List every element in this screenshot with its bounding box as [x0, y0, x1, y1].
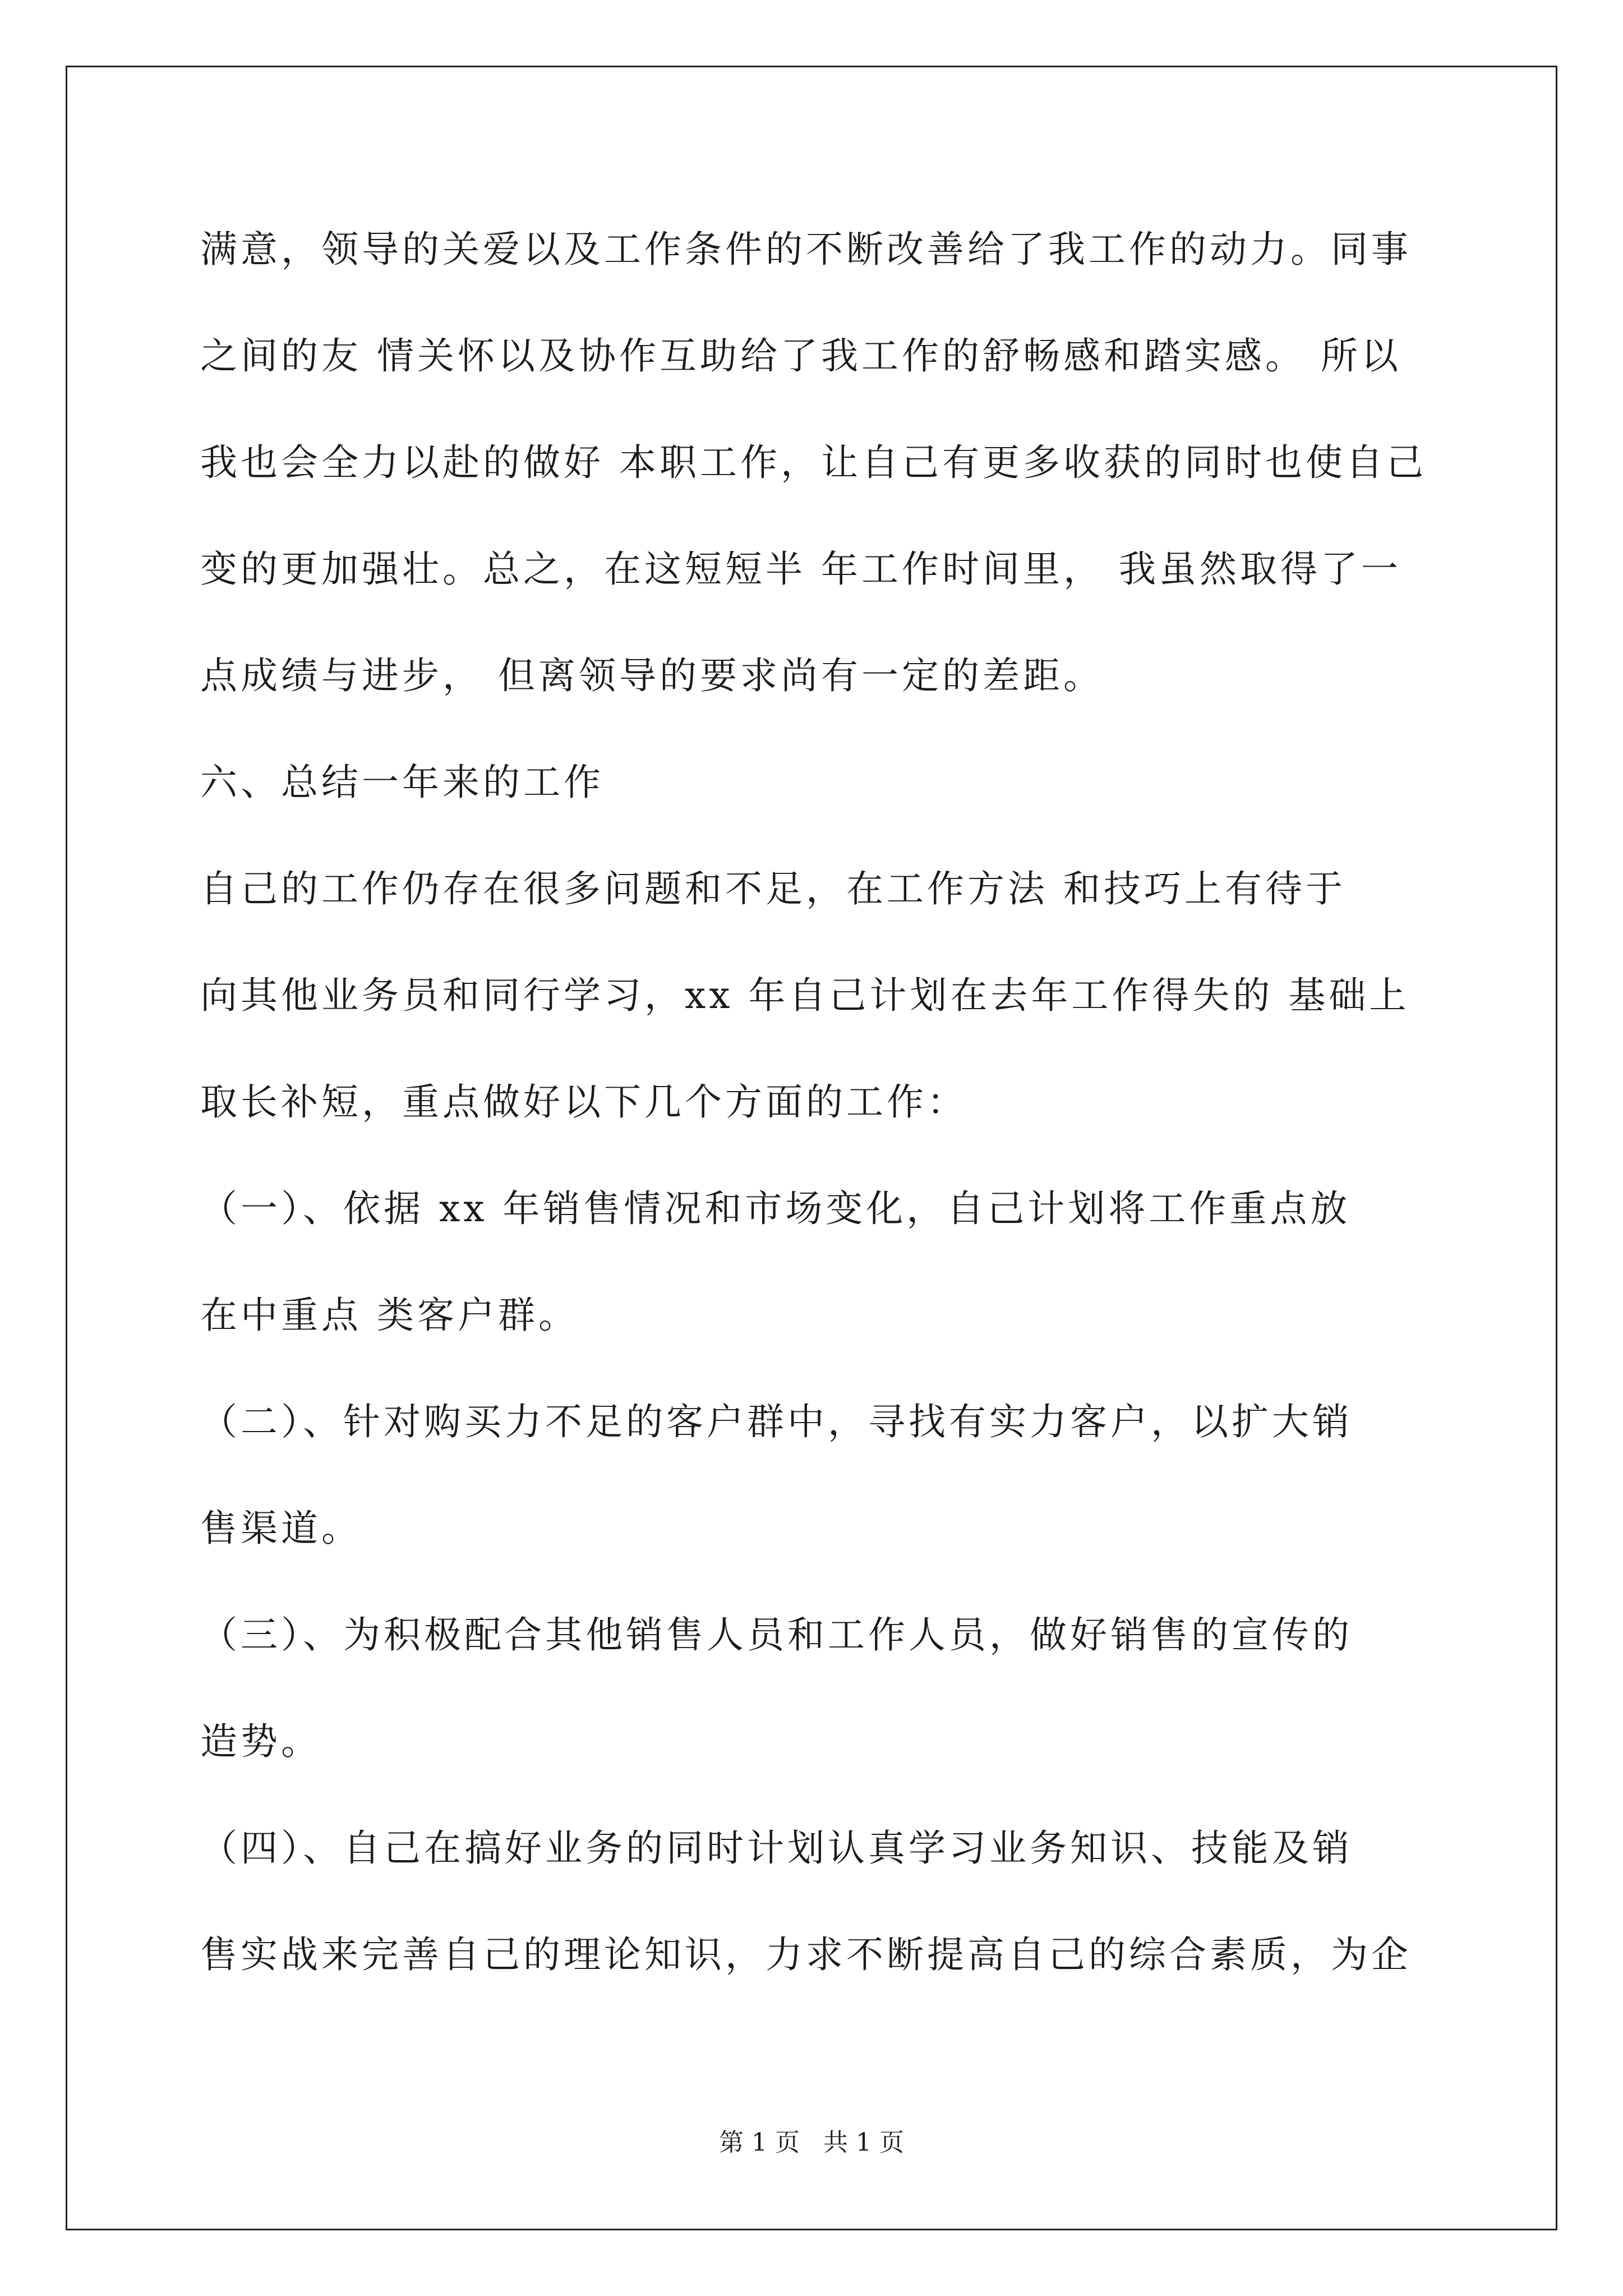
list-item-line: （四）、自己在搞好业务的同时计划认真学习业务知识、技能及销	[200, 1826, 1353, 1870]
paragraph-line: 向其他业务员和同行学习，xx 年自己计划在去年工作得失的 基础上	[200, 974, 1410, 1017]
paragraph-line: 满意，领导的关爱以及工作条件的不断改善给了我工作的动力。同事	[200, 228, 1412, 271]
paragraph-line: 点成绩与进步， 但离领导的要求尚有一定的差距。	[200, 654, 1104, 697]
paragraph-line: 自己的工作仍存在很多问题和不足，在工作方法 和技巧上有待于	[200, 867, 1346, 910]
list-item-line: （二）、针对购买力不足的客户群中，寻找有实力客户，以扩大销	[200, 1400, 1353, 1443]
paragraph-line: 变的更加强壮。总之，在这短短半 年工作时间里， 我虽然取得了一	[200, 547, 1401, 591]
list-item-line: 售实战来完善自己的理论知识，力求不断提高自己的综合素质，为企	[200, 1933, 1412, 1976]
list-item-line: （三）、为积极配合其他销售人员和工作人员，做好销售的宣传的	[200, 1613, 1353, 1657]
paragraph-line: 取长补短，重点做好以下几个方面的工作：	[200, 1080, 967, 1124]
list-item-line: （一）、依据 xx 年销售情况和市场变化，自己计划将工作重点放	[200, 1187, 1351, 1230]
list-item-line: 售渠道。	[200, 1507, 362, 1550]
section-heading: 六、总结一年来的工作	[200, 761, 604, 804]
page-number-footer: 第 1 页 共 1 页	[719, 2128, 904, 2157]
paragraph-line: 之间的友 情关怀以及协作互助给了我工作的舒畅感和踏实感。 所以	[200, 334, 1401, 378]
list-item-line: 造势。	[200, 1720, 321, 1763]
paragraph-line: 我也会全力以赴的做好 本职工作，让自己有更多收获的同时也使自己	[200, 441, 1427, 484]
list-item-line: 在中重点 类客户群。	[200, 1294, 579, 1337]
